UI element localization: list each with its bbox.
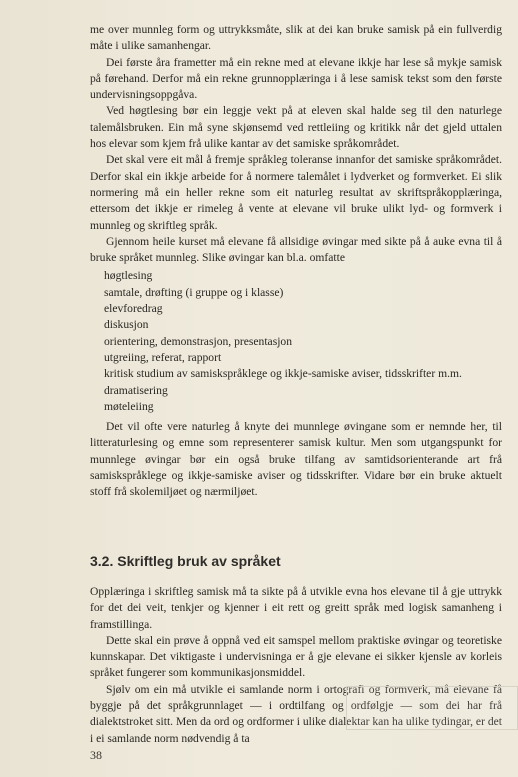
paragraph: Ved høgtlesing bør ein leggje vekt på at eleven skal halde seg til den naturlege talemålsbruken. Ein må syne skjønsemd ved rettleiing og kritikk når det gjeld uttalen hos elevar som kjem frå ulike kantar av det samiske språkområdet. bbox=[90, 104, 502, 151]
section-heading: 3.2. Skriftleg bruk av språket bbox=[90, 553, 281, 569]
list-item: orientering, demonstrasjon, presentasjon bbox=[104, 334, 293, 348]
page-number: 38 bbox=[90, 748, 102, 762]
paragraph: Gjennom heile kurset må elevane få allsidige øvingar med sikte på å auke evna til å bruke språket munnleg. Slike øvingar kan bl.a. omfatte bbox=[90, 234, 502, 265]
paragraph: Det vil ofte vere naturleg å knyte dei munnlege øvingane som er nemnde her, til litteraturlesing og emne som representerer samisk kultur. Men som utgangspunkt for munnlege øvingar bør ein også bruke tilfang av samtidsorienterande art frå samiskspråklege og ikkje-samiske aviser og tidsskrifter. Vidare bør ein bruke aktuelt stoff frå skolemiljøet og nærmiljøet. bbox=[90, 420, 502, 499]
exercise-list bbox=[104, 268, 502, 415]
list-item: høgtlesing bbox=[104, 269, 153, 283]
paragraph: Opplæringa i skriftleg samisk må ta sikte på å utvikle evna hos elevane til å gje uttrykk for det dei veit, tenkjer og kjenner i eit rett og greitt språk med logisk samanheng i framstillinga. bbox=[90, 585, 502, 631]
paragraph: Dette skal ein prøve å oppnå ved eit samspel mellom praktiske øvingar og teoretiske kunnskapar. Det viktigaste i undervisninga er å gje elevane ei sikker kjensle av korleis språket fungerer som kommunikasjonsmiddel. bbox=[90, 633, 502, 680]
list-item: kritisk studium av samiskspråklege og ikkje-samiske aviser, tidsskrifter m.m. bbox=[104, 367, 462, 381]
list-item: dramatisering bbox=[104, 383, 168, 397]
paragraph: Sjølv om ein må utvikle ei samlande norm i ortografi og formverk, må elevane få byggje på det språkgrunnlaget — i ordtilfang og ordfølgje — som dei har frå dialektstroket sitt. Men da ord og ordformer i ulike dialektar kan ha ulike tydingar, er det i ei samlande norm nødvendig å ta bbox=[90, 682, 502, 745]
scan-artifact-box bbox=[346, 686, 518, 730]
list-item: møteleiing bbox=[104, 399, 154, 413]
body-text bbox=[90, 22, 502, 501]
list-item: utgreiing, referat, rapport bbox=[104, 350, 222, 364]
paragraph: Dei første åra frametter må ein rekne med at elevane ikkje har lese så mykje samisk på førehand. Derfor må ein rekne grunnopplæringa i å lese samisk tekst som den første undervisningsoppgåva. bbox=[90, 55, 502, 102]
paragraph: me over munnleg form og uttrykksmåte, slik at dei kan bruke samisk på ein fullverdig måte i ulike samanhengar. bbox=[90, 23, 502, 53]
paragraph: Det skal vere eit mål å fremje språkleg toleranse innanfor det samiske språkområdet. Derfor skal ein ikkje arbeide for å normere talemålet i lydverket og formverket. Ei slik normering må ein heller rekne som eit naturleg resultat av skriftspråkopplæringa, ettersom det ikkje er rimeleg å vente at elevane vil bruke ulikt lyd- og formverk i munnleg og skriftleg språk. bbox=[90, 153, 502, 232]
list-item: diskusjon bbox=[104, 318, 149, 332]
list-item: elevforedrag bbox=[104, 302, 163, 316]
list-item: samtale, drøfting (i gruppe og i klasse) bbox=[104, 285, 284, 299]
